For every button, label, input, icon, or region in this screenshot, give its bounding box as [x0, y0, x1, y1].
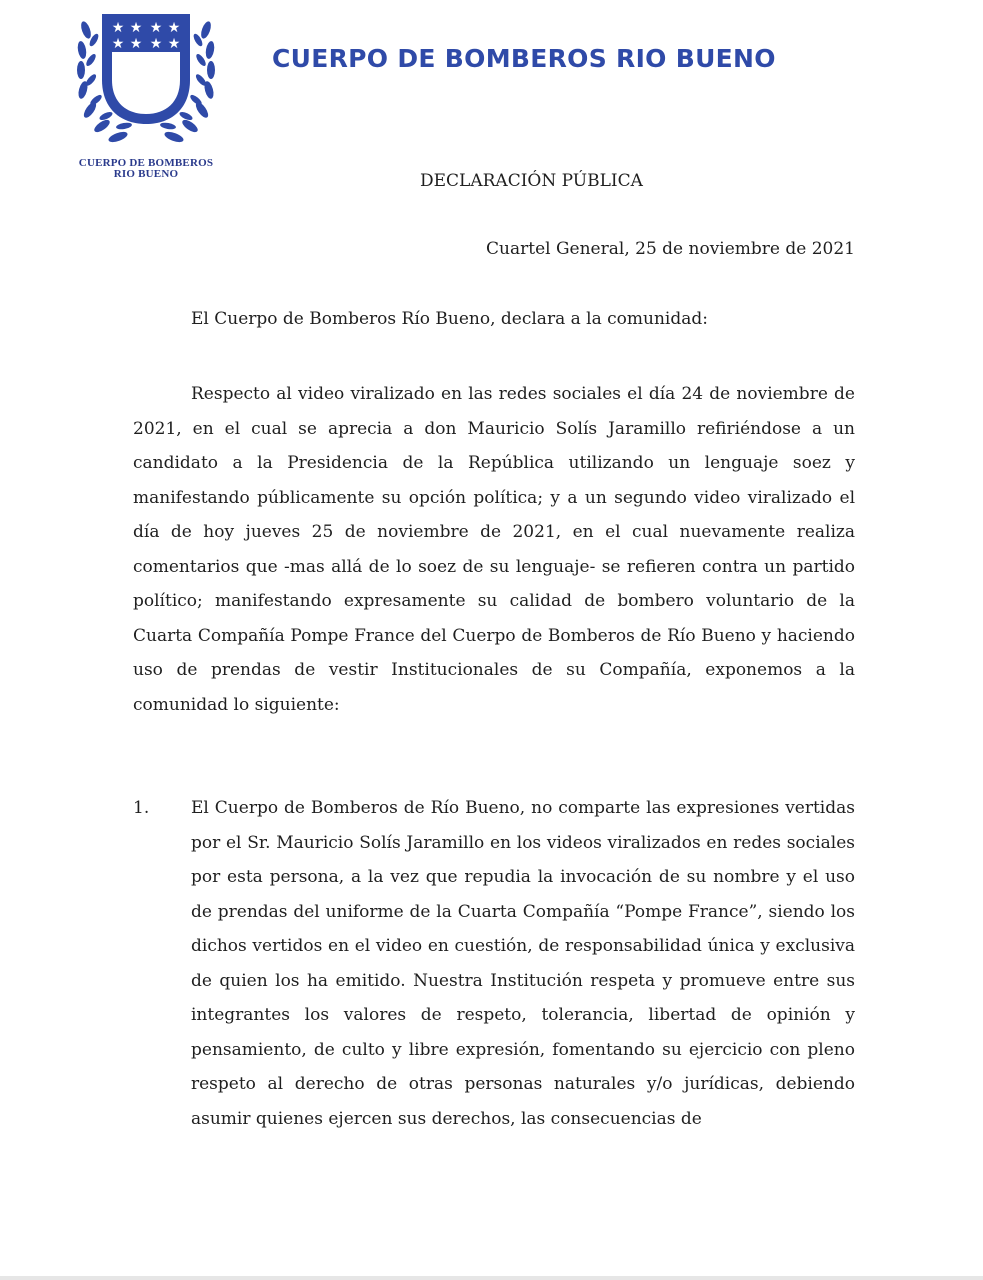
- body-paragraph: Respecto al video viralizado en las redes sociales el día 24 de noviembre de 2021, en el cual se aprecia a don Mauricio Solís Jaramillo refiriéndose a un candidato a la Presidencia de la República utilizando un lenguaje soez y manifestando públicamente su opción política; y a un segundo video viralizado el día de hoy jueves 25 de noviembre de 2021, en el cual nuevamente realiza comentarios que -mas allá de lo soez de su lenguaje- se refieren contra un partido político; manifestando expresamente su calidad de bombero voluntario de la Cuarta Compañía Pompe France del Cuerpo de Bomberos de Río Bueno y haciendo uso de prendas de vestir Institucionales de su Compañía, exponemos a la comunidad lo siguiente:: [133, 384, 855, 715]
- document-title: DECLARACIÓN PÚBLICA: [420, 171, 643, 191]
- svg-text:★: ★: [167, 36, 181, 52]
- svg-text:★: ★: [149, 20, 163, 36]
- list-item-text: El Cuerpo de Bomberos de Río Bueno, no comparte las expresiones vertidas por el Sr. Mauricio Solís Jaramillo en los videos viralizados en redes sociales por esta persona, a la vez que repudia la invocación de su nombre y el uso de prendas del uniforme de la Cuarta Compañía “Pompe France”, siendo los dichos vertidos en el video en cuestión, de responsabilidad única y exclusiva de quien los ha emitido. Nuestra Institución respeta y promueve entre sus integrantes los valores de respeto, tolerancia, libertad de opinión y pensamiento, de culto y libre expresión, fomentando su ejercicio con pleno respeto al derecho de otras personas naturales y/o jurídicas, debiendo asumir quienes ejercen sus derechos, las consecuencias de: [191, 798, 855, 1129]
- svg-text:★: ★: [111, 36, 125, 52]
- list-item-number: 1.: [133, 798, 150, 818]
- organization-title: CUERPO DE BOMBEROS RIO BUENO: [272, 44, 776, 73]
- logo-caption-line2: RIO BUENO: [113, 168, 179, 180]
- logo-caption-line1: CUERPO DE BOMBEROS: [78, 157, 214, 169]
- svg-text:★: ★: [129, 36, 143, 52]
- svg-text:★: ★: [129, 20, 143, 36]
- svg-text:★: ★: [149, 36, 163, 52]
- logo: [72, 10, 220, 186]
- page-bottom-edge: [0, 1276, 983, 1280]
- list-item: [133, 791, 855, 1136]
- logo-caption: [72, 158, 220, 180]
- svg-text:★: ★: [167, 20, 181, 36]
- svg-text:★: ★: [111, 20, 125, 36]
- place-and-date: Cuartel General, 25 de noviembre de 2021: [486, 239, 855, 259]
- intro-statement: El Cuerpo de Bomberos Río Bueno, declara a la comunidad:: [191, 309, 708, 329]
- firefighter-shield-emblem-icon: [72, 10, 220, 156]
